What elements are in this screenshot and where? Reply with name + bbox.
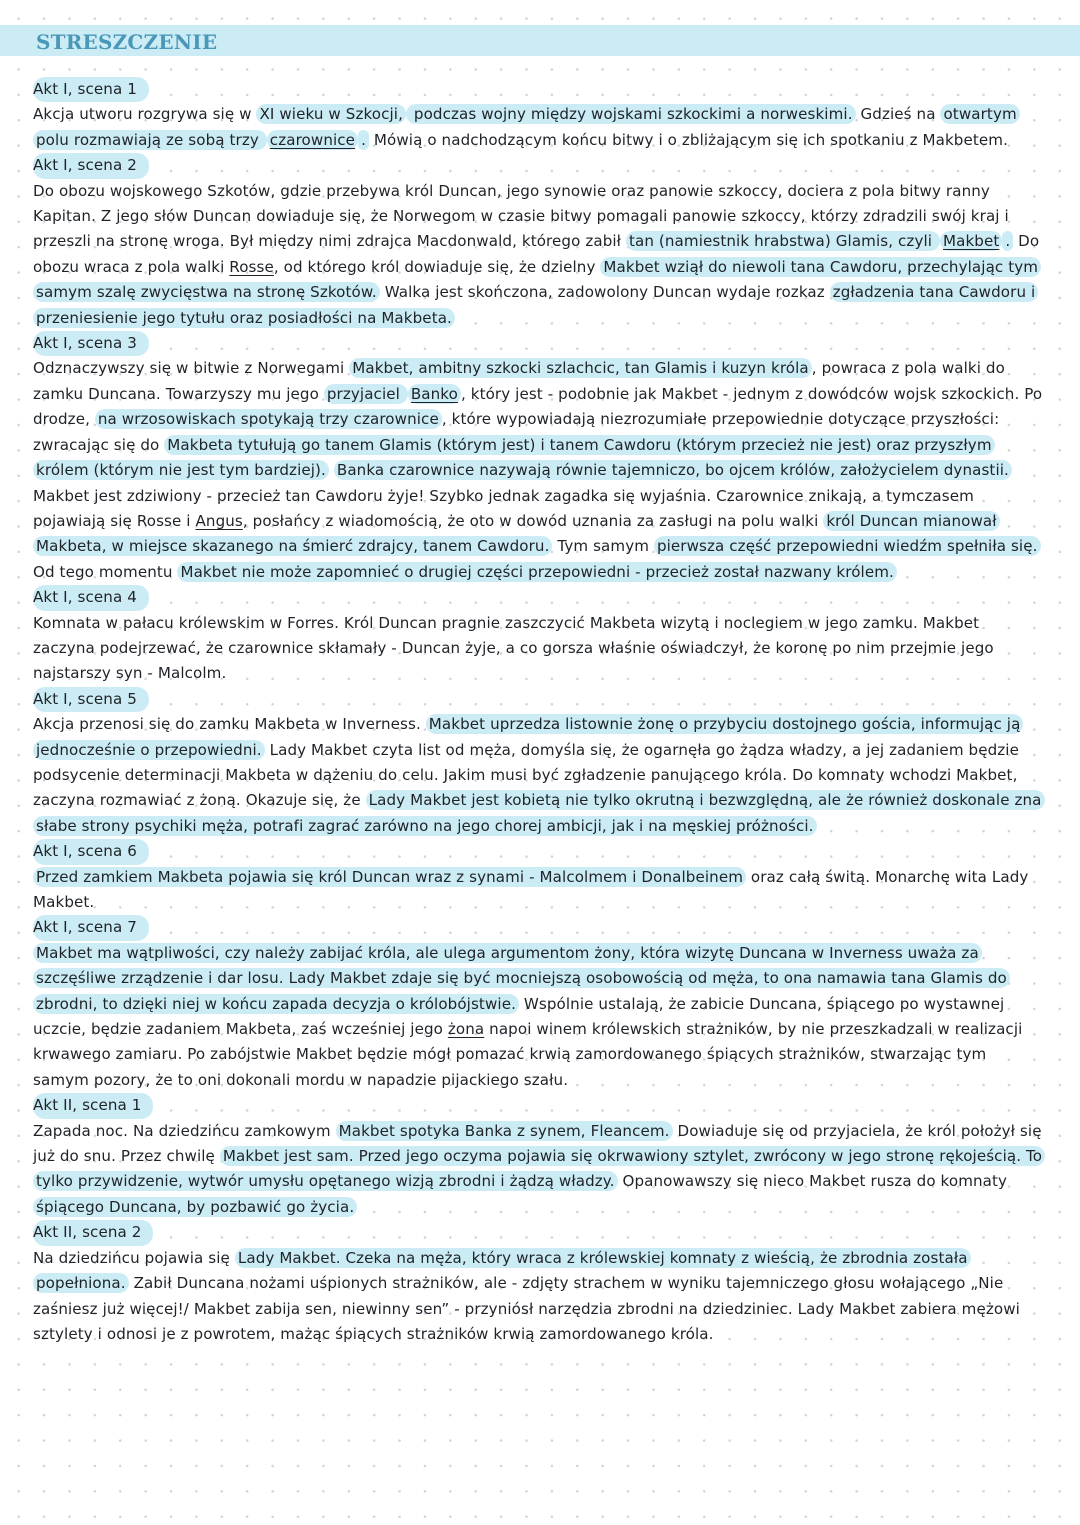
text-segment: Komnata w pałacu królewskim w Forres. Król Duncan pragnie zaszczycić Makbeta wizytą i noclegiem w jego zamku. Makbet zaczyna podejrzewać, że czarownice skłamały - Duncan żyje, a co gorsza właśnie oświadczył, że koronę po nim przejmie jego najstarszy syn - Malcolm. bbox=[33, 613, 994, 683]
text-segment bbox=[229, 258, 274, 276]
highlighted-text: Makbet uprzedza listownie żonę o przybyciu dostojnego gościa, informując ją jednocześnie o przepowiedni. bbox=[33, 714, 1023, 759]
text-segment: Opanowawszy się nieco Makbet rusza do komnaty bbox=[617, 1172, 1008, 1191]
section-heading bbox=[33, 839, 1045, 864]
section-heading bbox=[33, 331, 1045, 356]
text-segment: Akcja utworu rozgrywa się w bbox=[33, 105, 257, 124]
highlighted-text: Makbet jest sam. Przed jego oczyma pojawia się okrwawiony sztylet, zwrócony w jego stronę rękojeścią. To tylko przywidzenie, wytwór umysłu opętanego wizją zbrodni i żądzą władzy. bbox=[33, 1146, 1045, 1191]
text-segment: , powraca z pola walki do zamku Duncana. Towarzyszy mu jego bbox=[33, 359, 1005, 403]
highlighted-text: śpiącego Duncana, by pozbawić go życia. bbox=[33, 1197, 357, 1217]
text-segment: napoi winem królewskich strażników, by nie przeszkadzali w realizacji krwawego zamiaru. Po zabójstwie Makbet będzie mógł pomazać krwią zamordowanego śpiących strażników, stwarzając tym samym pozory, że to oni dokonali mordu w napadzie pijackiego szału. bbox=[33, 1020, 1023, 1089]
section-heading bbox=[33, 1220, 1045, 1245]
highlighted-text: . bbox=[358, 130, 369, 150]
section-paragraph bbox=[33, 712, 1045, 839]
section-heading-label: Akt I, scena 2 bbox=[33, 153, 149, 178]
highlighted-text: Makbeta tytułują go tanem Glamis (którym jest) i tanem Cawdoru (którym przecież nie jest) oraz przyszłym królem (którym nie jest tym bardziej). bbox=[33, 435, 995, 480]
section-heading bbox=[33, 915, 1045, 940]
highlighted-text: przyjaciel bbox=[324, 384, 408, 404]
text-segment: Odznaczywszy się w bitwie z Norwegami bbox=[33, 359, 350, 378]
section-heading bbox=[33, 585, 1045, 610]
text-segment: Walka jest skończona, zadowolony Duncan wydaje rozkaz bbox=[379, 283, 830, 302]
section-paragraph bbox=[33, 865, 1045, 916]
highlighted-text: Przed zamkiem Makbeta pojawia się król Duncan wraz z synami - Malcolmem i Donalbeinem bbox=[33, 867, 746, 887]
text-segment: Makbet jest zdziwiony - przecież tan Cawdoru żyje! Szybko jednak zagadka się wyjaśnia. Czarownice znikają, a tymczasem pojawiają się Rosse i bbox=[33, 486, 974, 530]
underlined-word: Rosse bbox=[229, 257, 274, 276]
section-heading-label: Akt II, scena 1 bbox=[33, 1093, 153, 1118]
section-heading-label: Akt I, scena 6 bbox=[33, 839, 149, 864]
text-segment bbox=[195, 512, 242, 530]
underlined-word: żona bbox=[447, 1020, 485, 1039]
section-heading-label: Akt II, scena 2 bbox=[33, 1220, 153, 1245]
highlighted-text: tan (namiestnik hrabstwa) Glamis, czyli bbox=[626, 231, 940, 251]
section-heading-label: Akt I, scena 7 bbox=[33, 915, 149, 940]
text-segment: Gdzieś na bbox=[855, 105, 941, 124]
highlighted-text: XI wieku w Szkocji, bbox=[256, 104, 406, 124]
highlighted-text: otwartym polu rozmawiają ze sobą trzy bbox=[33, 104, 1020, 149]
text-segment: Do obozu wraca z pola walki bbox=[33, 232, 1040, 276]
section-heading-label: Akt I, scena 4 bbox=[33, 585, 149, 610]
text-segment: Na dziedzińcu pojawia się bbox=[33, 1248, 235, 1267]
highlighted-text: Lady Makbet jest kobietą nie tylko okrutną i bezwzględną, ale że również doskonale zna słabe strony psychiki męża, potrafi zagrać zarówno na jego chorej ambicji, jak i na męskiej próżności. bbox=[33, 790, 1045, 835]
text-segment: Zapada noc. Na dziedzińcu zamkowym bbox=[33, 1121, 336, 1140]
text-segment: , posłańcy z wiadomością, że oto w dowód uznania za zasługi na polu walki bbox=[242, 511, 824, 530]
section-heading bbox=[33, 77, 1045, 102]
highlighted-text: . bbox=[1002, 231, 1013, 251]
section-heading-label: Akt I, scena 5 bbox=[33, 687, 149, 712]
section-paragraph bbox=[33, 941, 1045, 1093]
underlined-word: Angus bbox=[195, 511, 243, 530]
section-paragraph bbox=[33, 1246, 1045, 1348]
highlighted-text: Makbet ma wątpliwości, czy należy zabijać króla, ale ulega argumentom żony, która wizytę Duncana w Inverness uważa za szczęśliwe zrządzenie i dar losu. Lady Makbet zdaje się być mocniejszą osobowością od męża, to ona namawia tana Glamis do zbrodni, to dzięki niej w końcu zapada decyzja o królobójstwie. bbox=[33, 943, 1010, 1014]
highlighted-text: podczas wojny między wojskami szkockimi a norweskimi. bbox=[406, 104, 856, 124]
text-segment: Wspólnie ustalają, że zabicie Duncana, śpiącego po wystawnej uczcie, będzie zadaniem Makbeta, zaś wcześniej jego bbox=[33, 994, 1005, 1039]
highlighted-text: Banka czarownice nazywają równie tajemniczo, bo ojcem królów, założycielem dynastii. bbox=[334, 460, 1012, 480]
highlighted-text: Makbet spotyka Banka z synem, Fleancem. bbox=[336, 1121, 673, 1141]
section-heading bbox=[33, 153, 1045, 178]
text-segment: Dowiaduje się od przyjaciela, że król położył się już do snu. Przez chwilę bbox=[33, 1121, 1042, 1166]
section-paragraph bbox=[33, 356, 1045, 585]
highlighted-text: zgładzenia tana Cawdoru i przeniesienie jego tytułu oraz posiadłości na Makbeta. bbox=[33, 282, 1038, 327]
highlighted-text: Makbet nie może zapomnieć o drugiej części przepowiedni - przecież został nazwany królem. bbox=[177, 562, 896, 582]
section-paragraph bbox=[33, 1119, 1045, 1221]
text-segment: Od tego momentu bbox=[33, 562, 178, 581]
highlighted-text: Makbet, ambitny szkocki szlachcic, tan Glamis i kuzyn króla bbox=[349, 358, 812, 378]
section-heading-label: Akt I, scena 1 bbox=[33, 77, 149, 102]
text-segment: Zabił Duncana nożami uśpionych strażników, ale - zdjęty strachem w wyniku tajemniczego głosu wołającego „Nie zaśniesz już więcej!/ Makbet zabija sen, niewinny sen” - przyniósł narzędzia zbrodni na dziedziniec. Lady Makbet zabiera mężowi sztylety i odnosi je z powrotem, mażąc śpiących strażników krwią zamordowanego króla. bbox=[33, 1274, 1020, 1343]
section-paragraph bbox=[33, 179, 1045, 331]
page-title: STRESZCZENIE bbox=[36, 30, 218, 54]
text-segment: Do obozu wojskowego Szkotów, gdzie przebywa król Duncan, jego synowie oraz panowie szkoccy, dociera z pola bitwy ranny Kapitan. Z jego słów Duncan dowiaduje się, że Norwegom w czasie bitwy pomagali panowie szkoccy, którzy zdradzili swój kraj i przeszli na stronę wroga. Był między nimi zdrajca Macdonwald, którego zabił bbox=[33, 181, 1009, 251]
summary-content bbox=[33, 77, 1045, 1347]
text-segment: oraz całą świtą. Monarchę wita Lady Makbet. bbox=[33, 867, 1029, 911]
underlined-word: Banko bbox=[410, 384, 458, 403]
highlighted-text: na wrzosowiskach spotykają trzy czarownice bbox=[95, 409, 442, 429]
highlighted-text bbox=[408, 384, 461, 404]
highlighted-text bbox=[940, 231, 1002, 251]
highlighted-text: Lady Makbet. Czeka na męża, który wraca z królewskiej komnaty z wieścią, że zbrodnia została popełniona. bbox=[33, 1248, 971, 1293]
highlighted-text: Makbet wziął do niewoli tana Cawdoru, przechylając tym samym szalę zwycięstwa na stronę Szkotów. bbox=[33, 257, 1041, 302]
text-segment: , od którego król dowiaduje się, że dzielny bbox=[273, 257, 601, 276]
text-segment bbox=[448, 1020, 484, 1038]
underlined-word: Makbet bbox=[942, 232, 1000, 251]
section-paragraph bbox=[33, 102, 1045, 153]
highlighted-text: pierwsza część przepowiedni wiedźm spełniła się. bbox=[654, 536, 1041, 556]
text-segment: , które wypowiadają niezrozumiałe przepowiednie dotyczące przyszłości: zwracając się do bbox=[33, 410, 1000, 454]
text-segment: Tym samym bbox=[552, 537, 654, 556]
text-segment: Lady Makbet czyta list od męża, domyśla się, że ogarnęła go żądza władzy, a jej zadaniem będzie podsycenie determinacji Makbeta w dążeniu do celu. Jakim musi być zgładzenie panującego króla. Do komnaty wchodzi Makbet, zaczyna rozmawiać z żoną. Okazuje się, że bbox=[33, 740, 1019, 810]
text-segment: , który jest - podobnie jak Makbet - jednym z dowódców wojsk szkockich. Po drodze, bbox=[33, 384, 1043, 429]
highlighted-text: król Duncan mianował Makbeta, w miejsce skazanego na śmierć zdrajcy, tanem Cawdoru. bbox=[33, 511, 1000, 556]
underlined-word: czarownice bbox=[269, 130, 356, 149]
section-heading bbox=[33, 687, 1045, 712]
highlighted-text bbox=[267, 130, 358, 150]
section-heading-label: Akt I, scena 3 bbox=[33, 331, 149, 356]
section-heading bbox=[33, 1093, 1045, 1118]
section-paragraph bbox=[33, 611, 1045, 687]
text-segment: Akcja przenosi się do zamku Makbeta w Inverness. bbox=[33, 715, 426, 734]
text-segment: Mówią o nadchodzącym końcu bitwy i o zbliżającym się ich spotkaniu z Makbetem. bbox=[368, 130, 1008, 149]
